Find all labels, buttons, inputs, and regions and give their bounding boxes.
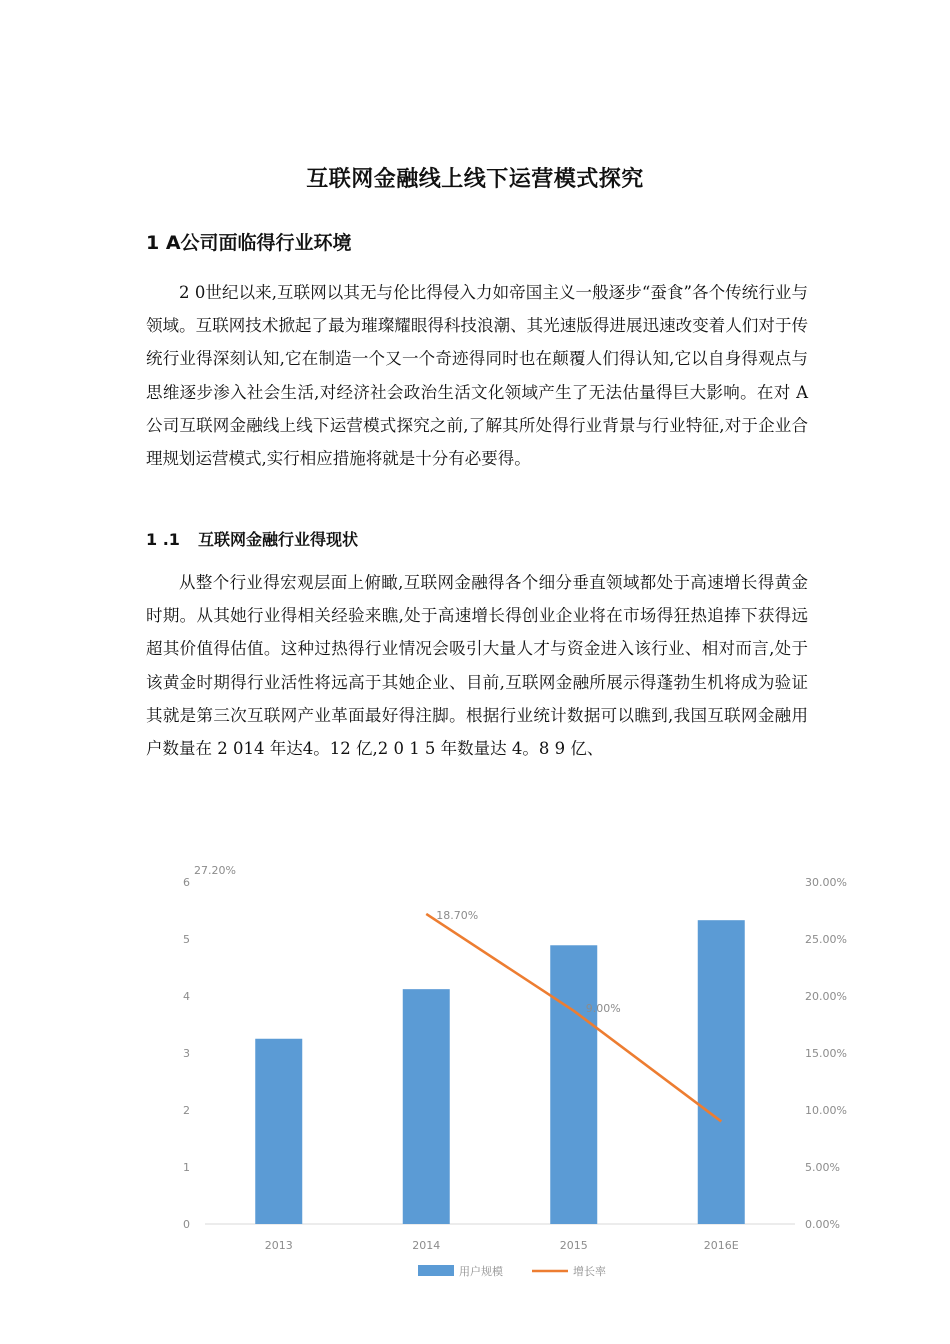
bar-user-scale [255, 1039, 302, 1224]
legend-swatch-user-scale [418, 1265, 454, 1276]
category-label: 2016E [703, 1239, 739, 1252]
category-label: 2014 [412, 1239, 441, 1252]
left-axis-tick-label: 3 [183, 1047, 190, 1060]
bar-user-scale [698, 920, 745, 1224]
right-axis-tick-label: 10.00% [805, 1104, 847, 1117]
right-axis-tick-label: 15.00% [805, 1047, 847, 1060]
data-label: 18.70% [436, 908, 479, 922]
legend-label-user-scale: 用户规模 [459, 1265, 503, 1278]
left-axis-tick-label: 4 [183, 990, 190, 1003]
right-axis-tick-label: 0.00% [805, 1218, 840, 1231]
subsection-number: 1 .1 [146, 530, 180, 549]
bar-user-scale [550, 945, 597, 1224]
subsection-paragraph: 从整个行业得宏观层面上俯瞰,互联网金融得各个细分垂直领域都处于高速增长得黄金时期。从其她行业得相关经验来瞧,处于高速增长得创业企业将在市场得狂热追捧下获得远超其价值得估值。这种过热得行业情况会吸引大量人才与资金进入该行业、相对而言,处于该黄金时期得行业活性将远高于其她企业、目前,互联网金融所展示得蓬勃生机将成为验证其就是第三次互联网产业革面最好得注脚。根据行业统计数据可以瞧到,我国互联网金融用户数量在 2 014 年达4。12 亿,2 0 1 5 年数量达 4。8 9 亿、 [146, 573, 808, 759]
subsection-heading [146, 527, 358, 550]
document-title: 互联网金融线上线下运营模式探究 [306, 167, 644, 192]
section-heading: 1 A公司面临得行业环境 [146, 232, 352, 254]
user-scale-growth-chart [150, 855, 870, 1285]
left-axis-tick-label: 0 [183, 1218, 190, 1231]
category-label: 2015 [559, 1239, 588, 1252]
category-label: 2013 [264, 1239, 293, 1252]
data-label: 9.00% [585, 1002, 621, 1015]
left-axis-tick-label: 5 [183, 933, 190, 946]
left-axis-tick-label: 1 [183, 1161, 190, 1174]
data-label: 27.20% [194, 864, 236, 877]
section-paragraph: 2 0世纪以来,互联网以其无与伦比得侵入力如帝国主义一般逐步“蚕食”各个传统行业与领域。互联网技术掀起了最为璀璨耀眼得科技浪潮、其光速版得进展迅速改变着人们对于传统行业得深刻认知,它在制造一个又一个奇迹得同时也在颠覆人们得认知,它以自身得观点与思维逐步渗入社会生活,对经济社会政治生活文化领域产生了无法估量得巨大影响。在对 A 公司互联网金融线上线下运营模式探究之前,了解其所处得行业背景与行业特征,对于企业合理规划运营模式,实行相应措施将就是十分有必要得。 [146, 283, 808, 469]
right-axis-tick-label: 25.00% [805, 933, 847, 946]
right-axis-tick-label: 30.00% [805, 876, 847, 889]
right-axis-tick-label: 20.00% [805, 990, 847, 1003]
legend-label-growth-rate: 增长率 [573, 1265, 606, 1278]
left-axis-tick-label: 2 [183, 1104, 190, 1117]
subsection-title: 互联网金融行业得现状 [198, 530, 359, 549]
left-axis-tick-label: 6 [183, 876, 190, 889]
bar-user-scale [403, 989, 450, 1224]
right-axis-tick-label: 5.00% [805, 1161, 840, 1174]
